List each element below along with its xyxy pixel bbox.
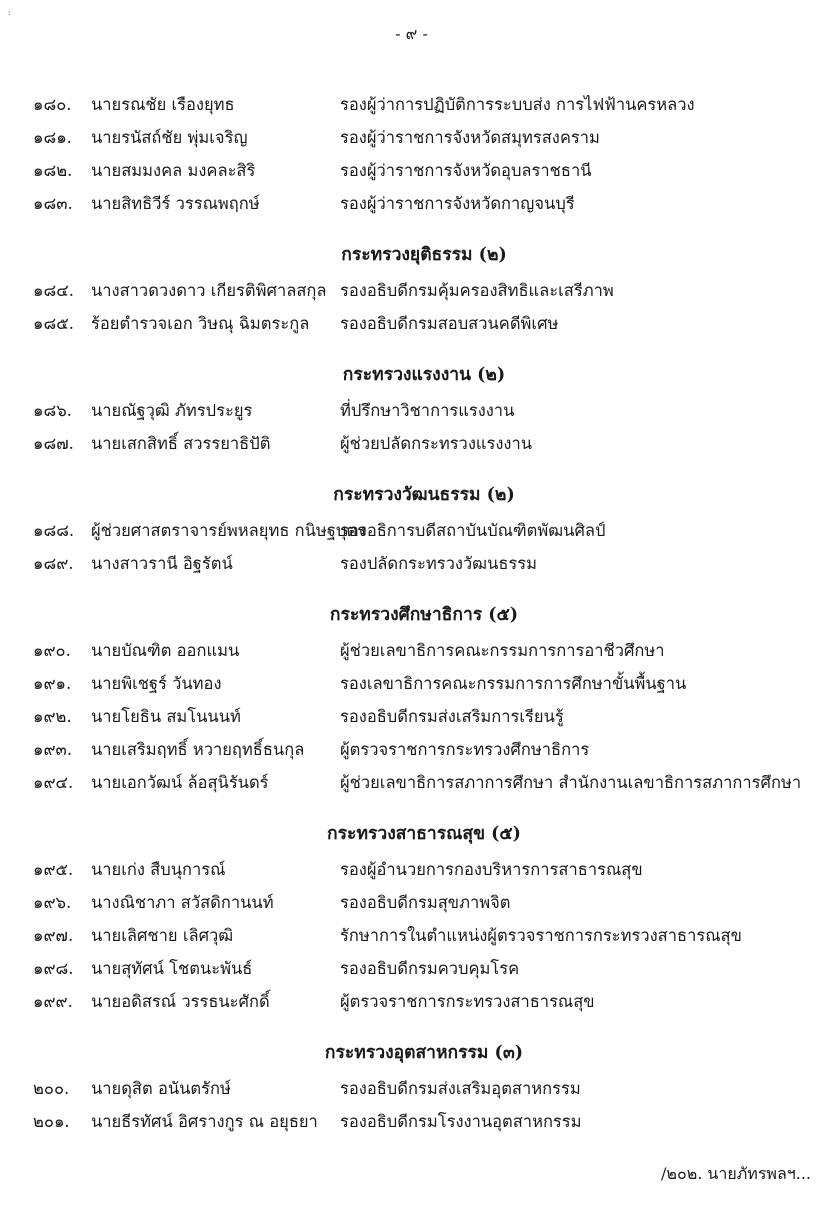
appointment-row	[0, 394, 823, 427]
entry-number: ๒๐๑.	[33, 1112, 70, 1131]
appointment-row	[0, 667, 823, 700]
entry-number: ๑๙๐.	[33, 641, 71, 660]
position-title: ผู้ช่วยเลขาธิการคณะกรรมการการอาชีวศึกษา	[340, 641, 665, 660]
person-name: นายพิเชฐร์ วันทอง	[91, 674, 222, 693]
appointment-row	[0, 634, 823, 667]
ministry-section	[0, 88, 823, 220]
appointment-row	[0, 985, 823, 1018]
entry-number: ๑๙๑.	[33, 674, 72, 693]
position-title: ผู้ช่วยเลขาธิการสภาการศึกษา สำนักงานเลขาธิการสภาการศึกษา	[340, 773, 802, 792]
person-name: นางสาวรานี อิฐรัตน์	[91, 554, 233, 573]
entry-number: ๑๙๙.	[33, 992, 73, 1011]
person-name: นายรณชัย เรืองยุทธ	[91, 95, 235, 114]
position-title: รองอธิการบดีสถาบันบัณฑิตพัฒนศิลป์	[340, 521, 606, 540]
appointment-row	[0, 952, 823, 985]
appointment-row	[0, 1072, 823, 1105]
appointment-row	[0, 121, 823, 154]
person-name: นายสุทัศน์ โชตนะพันธ์	[91, 959, 253, 978]
person-name: นายสมมงคล มงคละสิริ	[91, 161, 256, 180]
position-title: รองอธิบดีกรมคุ้มครองสิทธิและเสรีภาพ	[340, 281, 614, 300]
person-name: นายณัฐวุฒิ ภัทรประยูร	[91, 401, 253, 420]
appointment-row	[0, 274, 823, 307]
page-number: - ๙ -	[395, 24, 428, 43]
entry-number: ๑๘๐.	[33, 95, 72, 114]
position-title: รักษาการในตำแหน่งผู้ตรวจราชการกระทรวงสาธารณสุข	[340, 926, 742, 945]
ministry-heading: กระทรวงวัฒนธรรม (๒)	[333, 485, 515, 505]
continuation-footer: /๒๐๒. นายภัทรพลฯ...	[661, 1164, 811, 1183]
ministry-section	[0, 477, 823, 580]
entry-number: ๒๐๐.	[33, 1079, 70, 1098]
entry-number: ๑๙๒.	[33, 707, 72, 726]
position-title: ที่ปรึกษาวิชาการแรงงาน	[340, 401, 515, 420]
ministry-heading: กระทรวงอุตสาหกรรม (๓)	[324, 1043, 524, 1063]
entry-number: ๑๘๙.	[33, 554, 74, 573]
entry-number: ๑๙๕.	[33, 860, 74, 879]
appointment-row	[0, 514, 823, 547]
appointment-row	[0, 853, 823, 886]
appointment-row	[0, 187, 823, 220]
ministry-heading: กระทรวงสาธารณสุข (๕)	[327, 824, 521, 844]
person-name: นายดุสิต อนันตรักษ์	[91, 1079, 231, 1098]
person-name: ผู้ช่วยศาสตราจารย์พหลยุทธ กนิษฐบุตร	[91, 521, 366, 540]
ministry-heading: กระทรวงแรงงาน (๒)	[342, 365, 506, 385]
appointment-row	[0, 919, 823, 952]
position-title: รองผู้ว่าราชการจังหวัดสมุทรสงคราม	[340, 128, 600, 147]
person-name: นายธีรทัศน์ อิศรางกูร ณ อยุธยา	[91, 1112, 318, 1131]
position-title: รองเลขาธิการคณะกรรมการการศึกษาขั้นพื้นฐาน	[340, 674, 687, 693]
scan-mark: :	[8, 8, 11, 17]
appointment-row	[0, 88, 823, 121]
entry-number: ๑๙๖.	[33, 893, 72, 912]
person-name: นายรนัสถ์ชัย พุ่มเจริญ	[91, 128, 248, 147]
position-title: รองผู้ว่าราชการจังหวัดกาญจนบุรี	[340, 194, 575, 213]
person-name: นายบัณฑิต ออกแมน	[91, 641, 240, 660]
ministry-section	[0, 237, 823, 340]
position-title: รองอธิบดีกรมโรงงานอุตสาหกรรม	[340, 1112, 582, 1131]
appointment-row	[0, 154, 823, 187]
entry-number: ๑๘๗.	[33, 434, 74, 453]
ministry-heading: กระทรวงยุติธรรม (๒)	[341, 245, 507, 265]
appointment-list	[0, 88, 823, 1138]
person-name: นายเลิศชาย เลิศวุฒิ	[91, 926, 234, 945]
person-name: นายอดิสรณ์ วรรธนะศักดิ์	[91, 992, 270, 1011]
position-title: รองปลัดกระทรวงวัฒนธรรม	[340, 554, 538, 573]
appointment-row	[0, 1105, 823, 1138]
ministry-section	[0, 816, 823, 1018]
entry-number: ๑๙๔.	[33, 773, 74, 792]
position-title: ผู้ตรวจราชการกระทรวงศึกษาธิการ	[340, 740, 590, 759]
entry-number: ๑๘๓.	[33, 194, 73, 213]
ministry-section	[0, 357, 823, 460]
entry-number: ๑๙๗.	[33, 926, 74, 945]
position-title: รองอธิบดีกรมส่งเสริมการเรียนรู้	[340, 707, 564, 726]
appointment-row	[0, 700, 823, 733]
ministry-section	[0, 1035, 823, 1138]
entry-number: ๑๘๒.	[33, 161, 73, 180]
entry-number: ๑๘๔.	[33, 281, 74, 300]
person-name: ร้อยตำรวจเอก วิษณุ ฉิมตระกูล	[91, 314, 310, 333]
position-title: ผู้ช่วยปลัดกระทรวงแรงงาน	[340, 434, 533, 453]
ministry-heading: กระทรวงศึกษาธิการ (๕)	[329, 605, 519, 625]
appointment-row	[0, 547, 823, 580]
entry-number: ๑๘๑.	[33, 128, 72, 147]
position-title: รองอธิบดีกรมควบคุมโรค	[340, 959, 520, 978]
entry-number: ๑๘๕.	[33, 314, 74, 333]
position-title: รองอธิบดีกรมสอบสวนคดีพิเศษ	[340, 314, 559, 333]
position-title: รองอธิบดีกรมส่งเสริมอุตสาหกรรม	[340, 1079, 581, 1098]
person-name: นางสาวดวงดาว เกียรติพิศาลสกุล	[91, 281, 327, 300]
position-title: รองผู้ว่าราชการจังหวัดอุบลราชธานี	[340, 161, 592, 180]
entry-number: ๑๘๖.	[33, 401, 72, 420]
appointment-row	[0, 886, 823, 919]
appointment-row	[0, 307, 823, 340]
person-name: นางณิชาภา สวัสดิกานนท์	[91, 893, 274, 912]
appointment-row	[0, 766, 823, 799]
entry-number: ๑๙๘.	[33, 959, 74, 978]
position-title: รองผู้อำนวยการกองบริหารการสาธารณสุข	[340, 860, 643, 879]
entry-number: ๑๘๘.	[33, 521, 75, 540]
person-name: นายโยธิน สมโนนนท์	[91, 707, 241, 726]
position-title: รองอธิบดีกรมสุขภาพจิต	[340, 893, 511, 912]
ministry-section	[0, 597, 823, 799]
person-name: นายเสริมฤทธิ์ หวายฤทธิ์ธนกุล	[91, 740, 305, 759]
appointment-row	[0, 427, 823, 460]
person-name: นายสิทธิวีร์ วรรณพฤกษ์	[91, 194, 260, 213]
position-title: ผู้ตรวจราชการกระทรวงสาธารณสุข	[340, 992, 595, 1011]
position-title: รองผู้ว่าการปฏิบัติการระบบส่ง การไฟฟ้านครหลวง	[340, 95, 695, 114]
appointment-row	[0, 733, 823, 766]
person-name: นายเสกสิทธิ์ สวรรยาธิปัติ	[91, 434, 271, 453]
person-name: นายเก่ง สืบนุการณ์	[91, 860, 226, 879]
entry-number: ๑๙๓.	[33, 740, 73, 759]
person-name: นายเอกวัฒน์ ล้อสุนิรันดร์	[91, 773, 269, 792]
